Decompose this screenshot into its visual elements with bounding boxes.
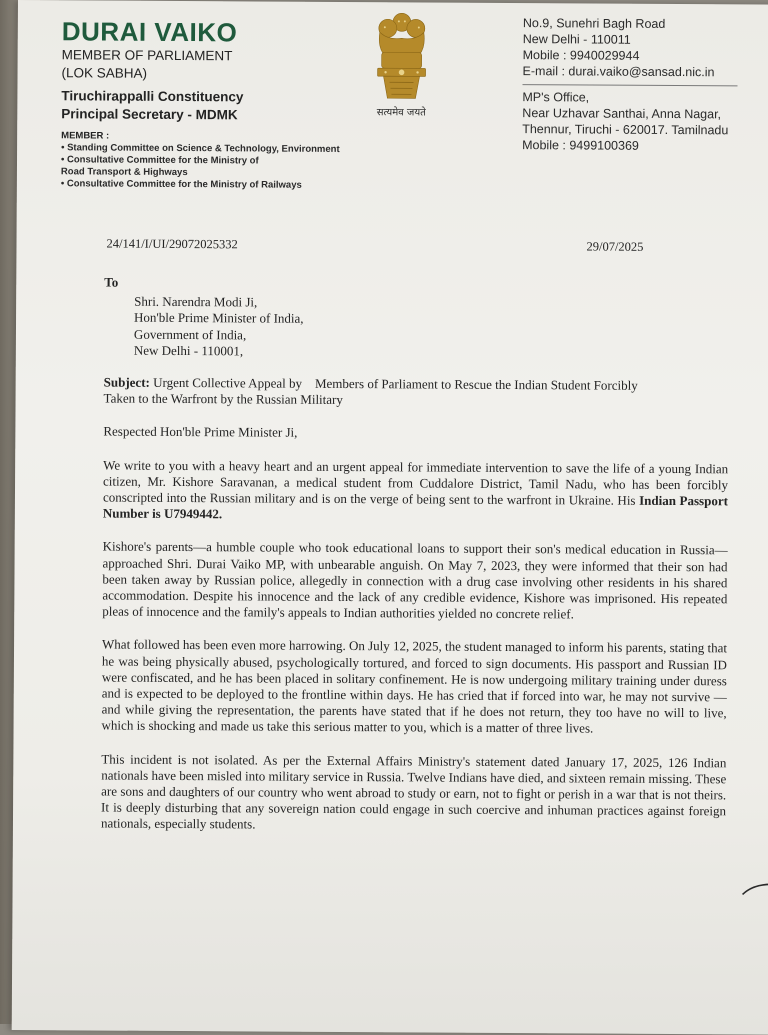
letter-date: 29/07/2025 (586, 239, 644, 254)
divider (522, 84, 737, 86)
recipient-line: Shri. Narendra Modi Ji, (134, 293, 258, 310)
designation: MEMBER OF PARLIAMENT (61, 47, 233, 64)
paragraph-1: We write to you with a heavy heart and an urgent appeal for immediate intervention to save the life of a young Indian citizen, Mr. Kishore Saravanan, a medical student from Cuddalore District, Tamil Nadu, who has been forcibly conscripted into the Russian military and is on the verge of being sent to the warfront in Ukraine. His Indian Passport Number is U7949442. (102, 457, 729, 522)
recipient-line: Hon'ble Prime Minister of India, (134, 310, 304, 327)
to-label: To (104, 274, 119, 290)
delhi-mobile: Mobile : 9940029944 (522, 48, 640, 63)
letter-page (12, 0, 768, 1035)
subject-continued: Taken to the Warfront by the Russian Military (103, 390, 343, 408)
committee-item-continued: Road Transport & Highways (60, 166, 188, 179)
member-label: MEMBER : (61, 130, 110, 142)
paragraph-3: What followed has been even more harrowing. On July 12, 2025, the student managed to inform his parents, stating that he was being physically abused, psychologically tortured, and forced to sign documents. His passport and Russian ID were confiscated, and he has been placed in solitary confinement. He is now undergoing military training under duress and is expected to be deployed to the frontline within days. He has cried that if forced into war, he may not survive — and while giving the representation, the parents have stated that if he does not return, they too have no will to live, which is shocking and made us take this serious matter to you, which is a matter of three lives. (101, 636, 728, 736)
letter-body (101, 275, 729, 836)
committee-item: • Consultative Committee for the Ministry of (60, 154, 259, 167)
subject-text: Urgent Collective Appeal by Members of Parliament to Rescue the Indian Student Forcibly (153, 374, 638, 393)
party-role: Principal Secretary - MDMK (61, 106, 238, 123)
office-address-line: Thennur, Tiruchi - 620017. Tamilnadu (522, 122, 729, 138)
national-emblem (365, 10, 438, 120)
reference-number: 24/141/I/UI/29072025332 (106, 236, 238, 252)
recipient-line: New Delhi - 110001, (133, 342, 244, 359)
letterhead-left (61, 16, 362, 192)
constituency: Tiruchirappalli Constituency (61, 88, 244, 105)
office-mobile: Mobile : 9499100369 (522, 138, 639, 153)
house: (LOK SABHA) (61, 65, 148, 81)
recipient-line: Government of India, (133, 326, 247, 343)
committee-item: • Consultative Committee for the Ministry of Railways (60, 178, 302, 191)
letterhead-right (522, 15, 763, 154)
subject-label: Subject: (103, 374, 150, 390)
mp-name: DURAI VAIKO (61, 16, 238, 48)
email: E-mail : durai.vaiko@sansad.nic.in (522, 64, 715, 80)
office-address-line: MP's Office, (522, 90, 590, 105)
national-emblem-icon (365, 10, 438, 106)
delhi-address-line: New Delhi - 110011 (522, 32, 631, 47)
salutation: Respected Hon'ble Prime Minister Ji, (103, 423, 298, 441)
paragraph-4: This incident is not isolated. As per the External Affairs Ministry's statement dated January 17, 2025, 126 Indian nationals have been misled into military service in Russia. Twelve Indians have died, and sixteen remain missing. These are sons and daughters of our country who went abroad to study or earn, not to fight or perish in a war that is not theirs. It is deeply disturbing that any sovereign nation could engage in such coercive and inhuman practices against foreign nationals, especially students. (100, 751, 727, 832)
pen-mark (741, 876, 768, 898)
passport-number: Indian Passport Number is U7949442. (102, 492, 728, 522)
office-address-line: Near Uzhavar Santhai, Anna Nagar, (522, 106, 722, 122)
committee-item: • Standing Committee on Science & Technology, Environment (61, 142, 340, 155)
paragraph-2: Kishore's parents—a humble couple who took educational loans to support their son's medical education in Russia—approached Shri. Durai Vaiko MP, with unbearable anguish. On May 7, 2023, they were informed that their son had been taken away by Russian police, allegedly in connection with a drug case involving other residents in his shared accommodation. Despite his innocence and the lack of any credible evidence, Kishore was imprisoned. His repeated pleas of innocence and the family's appeals to Indian authorities yielded no concrete relief. (102, 538, 728, 622)
delhi-address-line: No.9, Sunehri Bagh Road (522, 16, 666, 31)
emblem-motto: सत्यमेव जयते (376, 107, 426, 119)
